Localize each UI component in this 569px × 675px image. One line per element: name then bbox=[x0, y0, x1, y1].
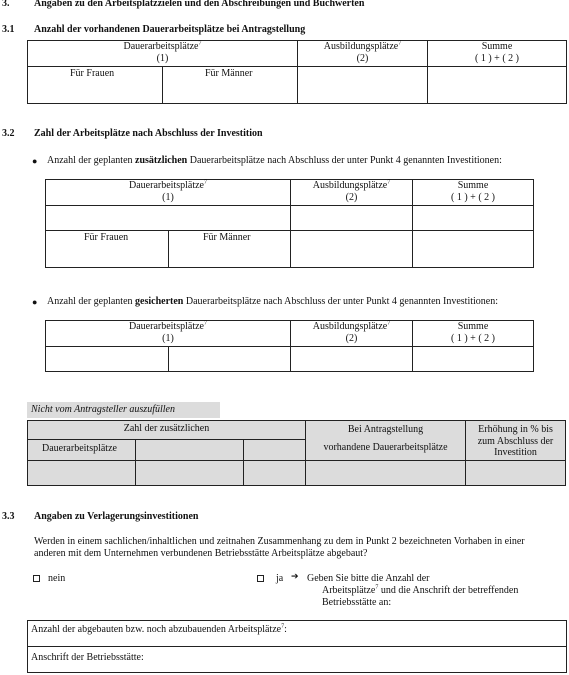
header-number: ( 1 ) + ( 2 ) bbox=[475, 52, 519, 64]
header-number: (1) bbox=[162, 332, 174, 344]
header-dauerarbeitsplaetze bbox=[45, 320, 291, 347]
header-dauerarbeitsplaetze: Dauerarbeitsplätze bbox=[27, 439, 136, 461]
ja-instruction-3: Betriebsstätte an: bbox=[322, 597, 392, 608]
footnote-marker: 7 bbox=[198, 40, 202, 47]
footnote-marker: 7 bbox=[398, 40, 402, 47]
input-frauen[interactable] bbox=[45, 230, 169, 268]
section-3-3-title: Angaben zu Verlagerungsinvestitionen bbox=[34, 511, 199, 522]
section-3-1-number: 3.1 bbox=[2, 24, 15, 35]
emphasis: gesicherten bbox=[135, 296, 184, 307]
header-erhoehung bbox=[465, 420, 566, 461]
abgebaute-arbeitsplaetze-field[interactable] bbox=[27, 620, 567, 647]
header-bei-antragstellung bbox=[305, 420, 466, 461]
header-line: zum Abschluss der bbox=[477, 435, 554, 447]
input-ausbildung[interactable] bbox=[290, 346, 413, 372]
text: Anzahl der abgebauten bzw. noch abzubauenden Arbeitsplätze bbox=[31, 624, 282, 635]
office-input bbox=[27, 460, 136, 486]
input-summe[interactable] bbox=[427, 66, 567, 104]
text: Anzahl der geplanten bbox=[47, 296, 136, 307]
office-input bbox=[243, 460, 306, 486]
input-dauer-total[interactable] bbox=[45, 205, 291, 231]
ja-instruction-2 bbox=[322, 585, 518, 597]
bullet-icon: ● bbox=[32, 156, 38, 166]
office-input bbox=[465, 460, 566, 486]
arrow-right-icon: ➔ bbox=[291, 572, 299, 582]
input-summe-2[interactable] bbox=[412, 230, 534, 268]
text: : bbox=[284, 624, 287, 635]
header-line: Investition bbox=[494, 447, 537, 458]
header-label: Summe bbox=[457, 180, 489, 191]
footnote-marker: 7 bbox=[387, 320, 391, 327]
header-zahl-zusaetzlich: Zahl der zusätzlichen bbox=[27, 420, 306, 440]
header-label: Ausbildungsplätze bbox=[312, 321, 388, 332]
ja-instruction-1: Geben Sie bitte die Anzahl der bbox=[307, 573, 430, 584]
header-number: (1) bbox=[162, 191, 174, 203]
header-summe bbox=[427, 40, 567, 67]
header-dauerarbeitsplaetze bbox=[27, 40, 298, 67]
input-maenner[interactable] bbox=[168, 346, 291, 372]
nein-checkbox[interactable] bbox=[33, 575, 40, 582]
bullet-icon: ● bbox=[32, 297, 38, 307]
anschrift-label: Anschrift der Betriebsstätte: bbox=[31, 652, 144, 663]
header-summe bbox=[412, 179, 534, 206]
office-input bbox=[305, 460, 466, 486]
nein-label: nein bbox=[48, 573, 66, 584]
section-3-2-number: 3.2 bbox=[2, 128, 15, 139]
bullet-gesichert bbox=[47, 296, 498, 308]
header-label: Dauerarbeitsplätze bbox=[123, 41, 199, 52]
header-label: Dauerarbeitsplätze bbox=[129, 180, 204, 191]
header-label: Summe bbox=[481, 41, 513, 52]
office-use-label: Nicht vom Antragsteller auszufüllen bbox=[27, 402, 220, 418]
footnote-marker: 7 bbox=[203, 320, 207, 327]
header-line: Erhöhung in % bis bbox=[478, 424, 553, 435]
header-label: Summe bbox=[457, 321, 489, 332]
header-ausbildungsplaetze bbox=[290, 320, 413, 347]
header-number: ( 1 ) + ( 2 ) bbox=[451, 332, 495, 344]
header-label: Ausbildungsplätze bbox=[312, 180, 388, 191]
ja-label: ja bbox=[276, 573, 284, 584]
header-number: (2) bbox=[345, 332, 358, 344]
header-line: vorhandene Dauerarbeitsplätze bbox=[323, 441, 448, 453]
emphasis: zusätzlichen bbox=[135, 155, 188, 166]
section-3-number: 3. bbox=[2, 0, 10, 9]
text: Arbeitsplätze bbox=[322, 585, 376, 596]
input-ausbildung[interactable] bbox=[290, 205, 413, 231]
input-maenner[interactable] bbox=[162, 66, 298, 104]
section-3-title: Angaben zu den Arbeitsplatzzielen und den Abschreibungen und Buchwerten bbox=[34, 0, 365, 9]
section-3-1-title: Anzahl der vorhandenen Dauerarbeitsplätze bei Antragstellung bbox=[34, 24, 306, 35]
header-number: (2) bbox=[356, 52, 369, 64]
ja-checkbox[interactable] bbox=[257, 575, 264, 582]
header-number: (1) bbox=[156, 52, 169, 64]
input-frauen[interactable] bbox=[45, 346, 169, 372]
section-3-3-number: 3.3 bbox=[2, 511, 15, 522]
footnote-marker: 7 bbox=[203, 179, 207, 186]
question-line-2: anderen mit dem Unternehmen verbundenen Betriebsstätte Arbeitsplätze abgebaut? bbox=[34, 548, 368, 559]
text: Dauerarbeitsplätze nach Abschluss der unter Punkt 4 genannten Investitionen: bbox=[187, 155, 502, 166]
header-number: ( 1 ) + ( 2 ) bbox=[451, 191, 495, 203]
abgebaute-label bbox=[31, 624, 287, 636]
text: und die Anschrift der betreffenden bbox=[378, 585, 519, 596]
section-3-2-title: Zahl der Arbeitsplätze nach Abschluss der Investition bbox=[34, 128, 263, 139]
label-maenner: Für Männer bbox=[203, 232, 251, 243]
bullet-zusaetzlich bbox=[47, 155, 502, 167]
input-summe[interactable] bbox=[412, 346, 534, 372]
office-input bbox=[135, 460, 244, 486]
header-ausbildungsplaetze bbox=[290, 179, 413, 206]
input-frauen[interactable] bbox=[27, 66, 163, 104]
label-maenner: Für Männer bbox=[205, 68, 253, 79]
office-cell bbox=[243, 439, 306, 461]
input-maenner[interactable] bbox=[168, 230, 291, 268]
header-label: Ausbildungsplätze bbox=[323, 41, 399, 52]
footnote-marker: 7 bbox=[375, 584, 379, 591]
header-ausbildungsplaetze bbox=[297, 40, 428, 67]
question-line-1: Werden in einem sachlichen/inhaltlichen und zeitnahen Zusammenhang zu dem in Punkt 2 bezeichneten Vorhaben in einer bbox=[34, 536, 525, 547]
text: Dauerarbeitsplätze nach Abschluss der unter Punkt 4 genannten Investitionen: bbox=[183, 296, 498, 307]
header-summe bbox=[412, 320, 534, 347]
header-line: Bei Antragstellung bbox=[347, 424, 424, 435]
label-frauen: Für Frauen bbox=[84, 232, 129, 243]
input-summe[interactable] bbox=[412, 205, 534, 231]
input-ausbildung-2[interactable] bbox=[290, 230, 413, 268]
label-frauen: Für Frauen bbox=[70, 68, 115, 79]
header-label: Dauerarbeitsplätze bbox=[129, 321, 204, 332]
anschrift-field[interactable] bbox=[27, 646, 567, 673]
header-number: (2) bbox=[345, 191, 358, 203]
footnote-marker: 7 bbox=[387, 179, 391, 186]
input-ausbildung[interactable] bbox=[297, 66, 428, 104]
header-dauerarbeitsplaetze bbox=[45, 179, 291, 206]
footnote-marker: 7 bbox=[281, 623, 285, 630]
office-cell bbox=[135, 439, 244, 461]
text: Anzahl der geplanten bbox=[47, 155, 136, 166]
